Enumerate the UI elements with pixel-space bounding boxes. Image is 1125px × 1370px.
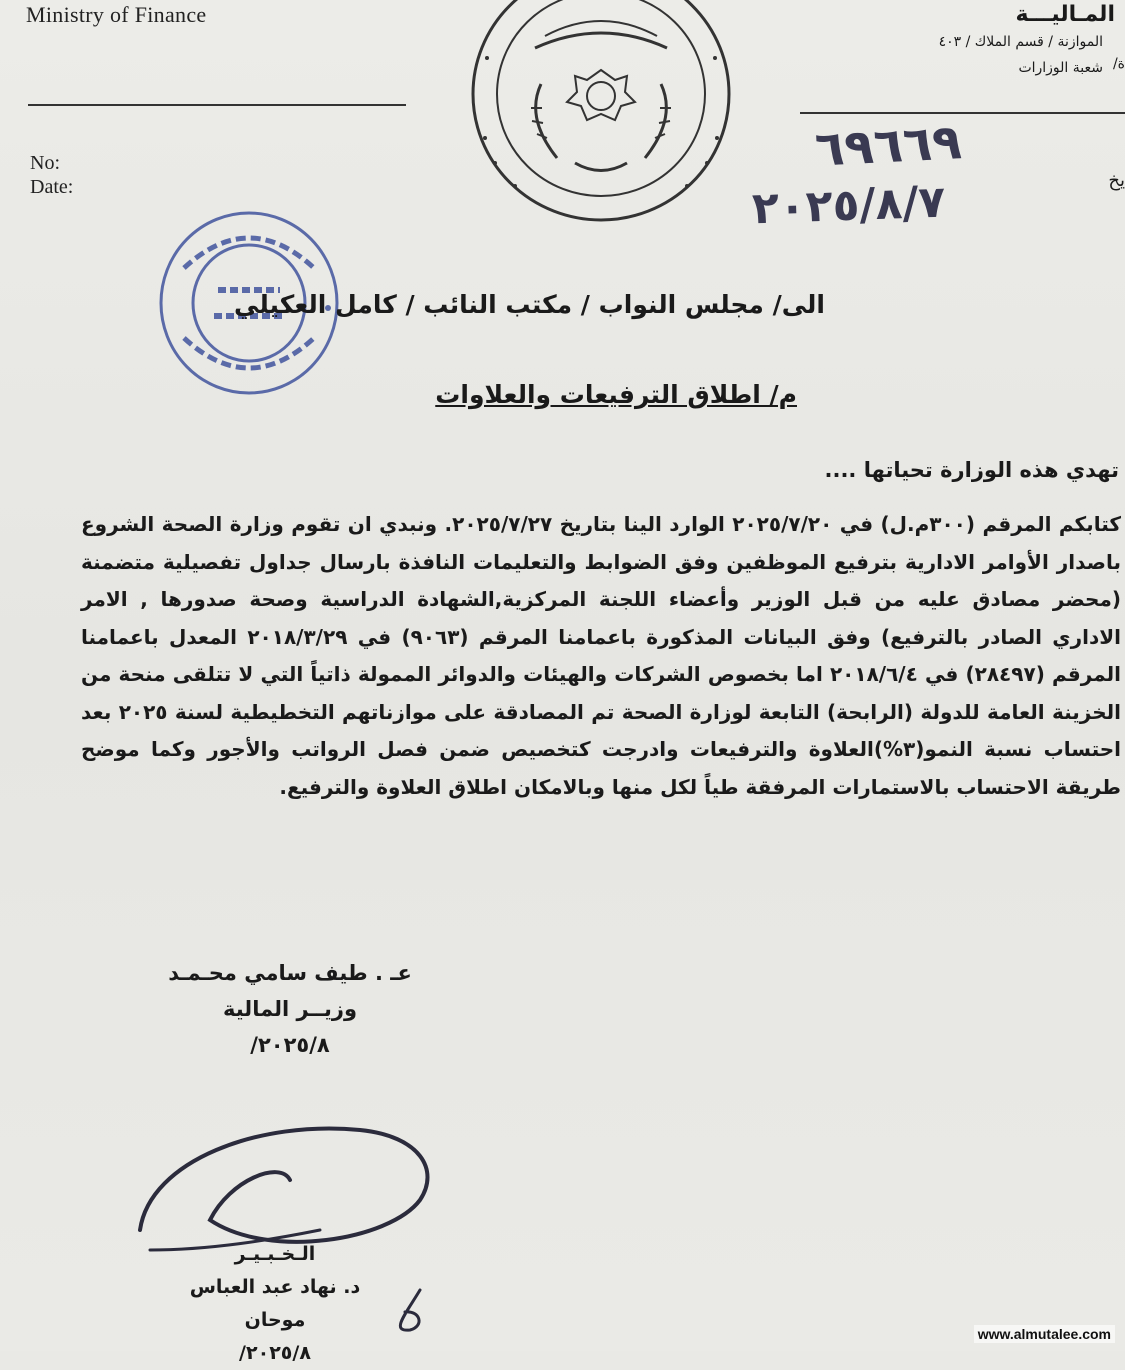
letter-greeting: تهدي هذه الوزارة تحياتها .... — [824, 458, 1119, 482]
header-rule-left — [28, 104, 406, 106]
expert-date: ٢٠٢٥/٨/ — [239, 1342, 311, 1364]
header-rule-right — [800, 112, 1125, 114]
handwritten-date: ٢٠٢٥/٨/٧ — [751, 176, 947, 235]
number-label: No: — [30, 152, 60, 174]
minister-name: عـ . طيف سامي محـمـد — [168, 961, 412, 985]
national-emblem-seal-icon — [465, 0, 737, 238]
handwritten-reference-number: ٦٩٦٦٩ — [813, 114, 963, 178]
letter-body: كتابكم المرقم (٣٠٠م.ل) في ٢٠٢٥/٧/٢٠ الوارد الينا بتاريخ ٢٠٢٥/٧/٢٧. ونبدي ان تقوم وزارة الصحة الشروع باصدار الأوامر الادارية بترفيع الموظفين وفق الضوابط والتعليمات النافذة بارسال جداول تفصيلية متضمنة (محضر مصادق عليه من قبل الوزير وأعضاء اللجنة المركزية,الشهادة الدراسية وصحة صدورها , الامر الاداري الصادر بالترفيع) وفق البيانات المذكورة باعمامنا المرقم (٩٠٦٣) في ٢٠١٨/٣/٢٩ المعدل باعمامنا المرقم (٢٨٤٩٧) في ٢٠١٨/٦/٤ اما بخصوص الشركات والهيئات والدوائر الممولة ذاتياً التي لا تتلقى منحة من الخزينة العامة للدولة (الرابحة) التابعة لوزارة الصحة تم المصادقة على موازناتهم التخطيطية لسنة ٢٠٢٥ بعد احتساب نسبة النمو(٣%)العلاوة والترفيعات وادرجت كتخصيص ضمن فصل الرواتب والأجور وكما موضح طريقة الاحتساب بالاستمارات المرفقة طياً لكل منها وبالامكان اطلاق العلاوة والترفيع. — [81, 512, 1122, 799]
source-watermark: www.almutalee.com — [974, 1325, 1115, 1343]
expert-name: د. نهاد عبد العباس موحان — [189, 1276, 361, 1331]
minister-date: ٢٠٢٥/٨/ — [250, 1033, 330, 1057]
expert-title: الـخـبـيـر — [234, 1243, 316, 1265]
ministry-name-arabic: المـاليـــة — [1015, 2, 1115, 27]
minister-title: وزيــر المالية — [223, 997, 357, 1021]
letter-addressee: الى/ مجلس النواب / مكتب النائب / كامل العكيلي — [234, 290, 825, 319]
header-fragment: ة/ — [1112, 56, 1125, 72]
ministry-name-english: Ministry of Finance — [26, 2, 207, 27]
date-label-arabic-fragment: يخ — [1108, 170, 1125, 191]
expert-signature-block — [160, 1238, 390, 1370]
section-line: شعبة الوزارات — [1018, 60, 1103, 76]
letter-subject: م/ اطلاق الترفيعات والعلاوات — [435, 380, 797, 409]
minister-signature-block — [150, 955, 430, 1063]
department-line: الموازنة / قسم الملاك / ٤٠٣ — [938, 34, 1103, 50]
date-label: Date: — [30, 176, 74, 198]
